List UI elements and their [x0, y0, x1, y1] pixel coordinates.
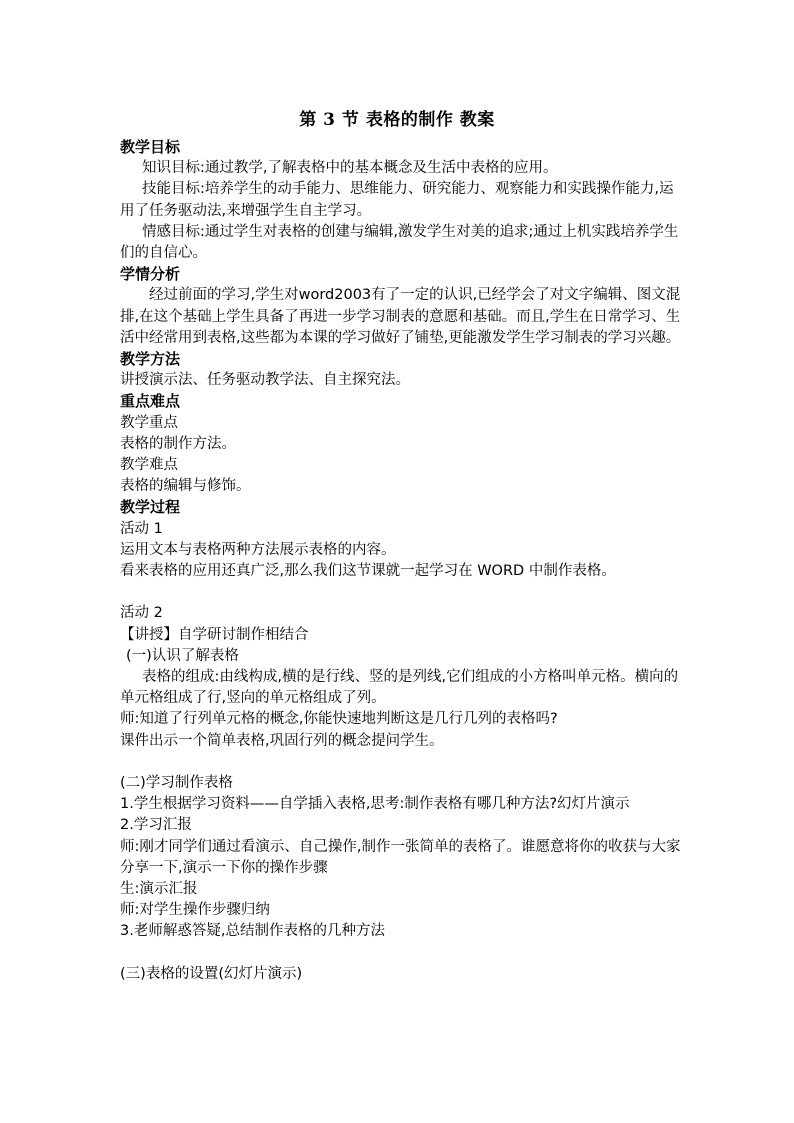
part2-heading: (二)学习制作表格 — [120, 775, 233, 792]
goal-skill: 技能目标:培养学生的动手能力、思维能力、研究能力、观察能力和实践操作能力,运用了任务驱动法,来增强学生自主学习。 — [120, 181, 674, 219]
activity2-line1: 【讲授】自学研讨制作相结合 — [120, 626, 309, 643]
part2-teacher2: 师:对学生操作步骤归纳 — [120, 902, 270, 919]
part3-heading: (三)表格的设置(幻灯片演示) — [120, 965, 303, 982]
blank-line — [120, 582, 685, 603]
method-heading: 教学方法 — [120, 350, 181, 369]
activity1-label: 活动 1 — [120, 520, 163, 537]
part2-step1: 1.学生根据学习资料——自学插入表格,思考:制作表格有哪几种方法?幻灯片演示 — [120, 796, 630, 813]
analysis-heading: 学情分析 — [120, 265, 181, 284]
activity1-line2: 看来表格的应用还真广泛,那么我们这节课就一起学习在 WORD 中制作表格。 — [120, 563, 616, 580]
page-title: 第 3 节 表格的制作 教案 — [299, 110, 495, 130]
activity2-label: 活动 2 — [120, 605, 163, 622]
analysis-text: 经过前面的学习,学生对word2003有了一定的认识,已经学会了对文字编辑、图文混排,在这个基础上学生具备了再进一步学习制表的意愿和基础。而且,学生在日常学习、生活中经常用到表格,这些都为本课的学习做好了铺垫,更能激发学生学习制表的学习兴趣。 — [120, 287, 681, 346]
part2-teacher1: 师:刚才同学们通过看演示、自己操作,制作一张简单的表格了。谁愿意将你的收获与大家分享一下,演示一下你的操作步骤 — [120, 838, 681, 876]
goal-knowledge: 知识目标:通过教学,了解表格中的基本概念及生活中表格的应用。 — [142, 160, 558, 177]
part2-step2: 2.学习汇报 — [120, 817, 192, 834]
key-point-label: 教学重点 — [120, 414, 178, 431]
process-heading: 教学过程 — [120, 498, 181, 517]
part1-heading: (一)认识了解表格 — [126, 647, 239, 664]
method-text: 讲授演示法、任务驱动教学法、自主探究法。 — [120, 372, 410, 389]
part2-student: 生:演示汇报 — [120, 881, 198, 898]
part2-step3: 3.老师解惑答疑,总结制作表格的几种方法 — [120, 923, 385, 940]
activity1-line1: 运用文本与表格两种方法展示表格的内容。 — [120, 541, 396, 558]
part1-courseware: 课件出示一个简单表格,巩固行列的概念提问学生。 — [120, 732, 444, 749]
goal-emotion: 情感目标:通过学生对表格的创建与编辑,激发学生对美的追求;通过上机实践培养学生们的自信心。 — [120, 223, 679, 262]
key-heading: 重点难点 — [120, 392, 181, 411]
blank-line — [120, 943, 685, 964]
blank-line — [120, 752, 685, 773]
goal-heading: 教学目标 — [120, 138, 181, 156]
key-point-text: 表格的制作方法。 — [120, 435, 236, 452]
part1-text: 表格的组成:由线构成,横的是行线、竖的是列线,它们组成的小方格叫单元格。横向的单元格组成了行,竖向的单元格组成了列。 — [120, 669, 679, 707]
difficulty-text: 表格的编辑与修饰。 — [120, 478, 251, 495]
lesson-plan-body — [120, 137, 685, 985]
part1-teacher: 师:知道了行列单元格的概念,你能快速地判断这是几行几列的表格吗? — [120, 711, 558, 728]
difficulty-label: 教学难点 — [120, 457, 178, 474]
